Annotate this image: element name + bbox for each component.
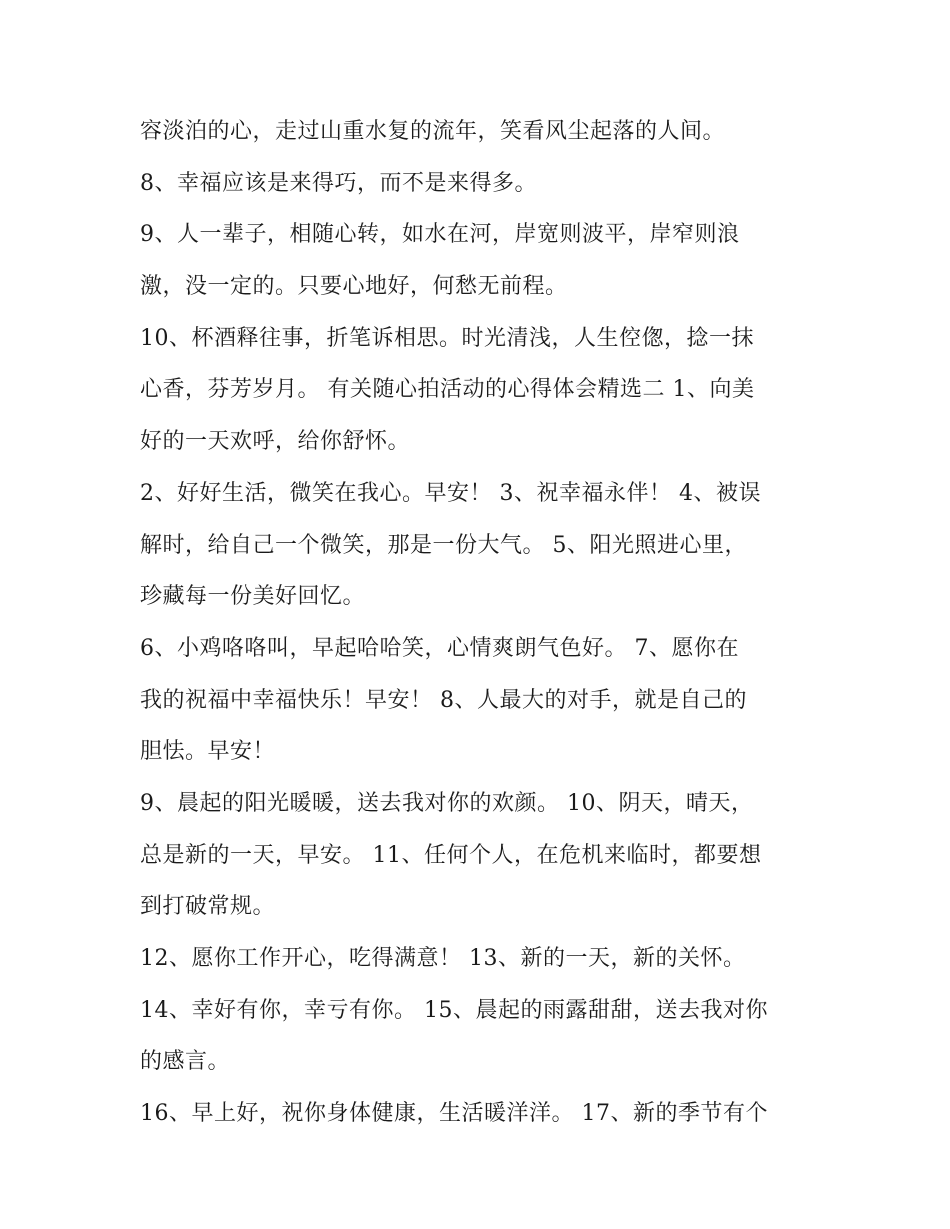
text-line: 9、人一辈子，相随心转，如水在河，岸宽则波平，岸窄则浪	[140, 222, 740, 248]
text-line: 6、小鸡咯咯叫，早起哈哈笑，心情爽朗气色好。 7、愿你在	[140, 635, 739, 661]
text-line: 激，没一定的。只要心地好，何愁无前程。	[140, 274, 568, 300]
text-line: 14、幸好有你，幸亏有你。 15、晨起的雨露甜甜，送去我对你	[140, 997, 768, 1023]
text-line: 8、幸福应该是来得巧，而不是来得多。	[140, 170, 537, 196]
text-line: 解时，给自己一个微笑，那是一份大气。 5、阳光照进心里，	[140, 532, 747, 558]
text-line: 10、杯酒释往事，折笔诉相思。时光清浅，人生倥偬，捻一抹	[140, 325, 754, 351]
text-line: 我的祝福中幸福快乐！早安！ 8、人最大的对手，就是自己的	[140, 687, 747, 713]
text-line: 容淡泊的心，走过山重水复的流年，笑看风尘起落的人间。	[140, 119, 726, 144]
text-line: 12、愿你工作开心，吃得满意！ 13、新的一天，新的关怀。	[140, 946, 746, 971]
text-line: 心香，芬芳岁月。 有关随心拍活动的心得体会精选二 1、向美	[140, 377, 755, 403]
text-line: 胆怯。早安！	[140, 739, 276, 765]
text-line: 2、好好生活，微笑在我心。早安！ 3、祝幸福永伴！ 4、被误	[140, 480, 761, 506]
text-line: 总是新的一天，早安。 11、任何个人，在危机来临时，都要想	[140, 842, 762, 868]
text-line: 好的一天欢呼，给你舒怀。	[140, 429, 411, 455]
text-line: 的感言。	[140, 1049, 231, 1075]
text-line: 到打破常规。	[140, 894, 276, 920]
text-line: 9、晨起的阳光暖暖，送去我对你的欢颜。 10、阴天，晴天，	[140, 790, 754, 816]
text-line: 珍藏每一份美好回忆。	[140, 584, 366, 610]
document-body	[140, 106, 820, 1140]
text-line: 16、早上好，祝你身体健康，生活暖洋洋。 17、新的季节有个	[140, 1101, 768, 1127]
